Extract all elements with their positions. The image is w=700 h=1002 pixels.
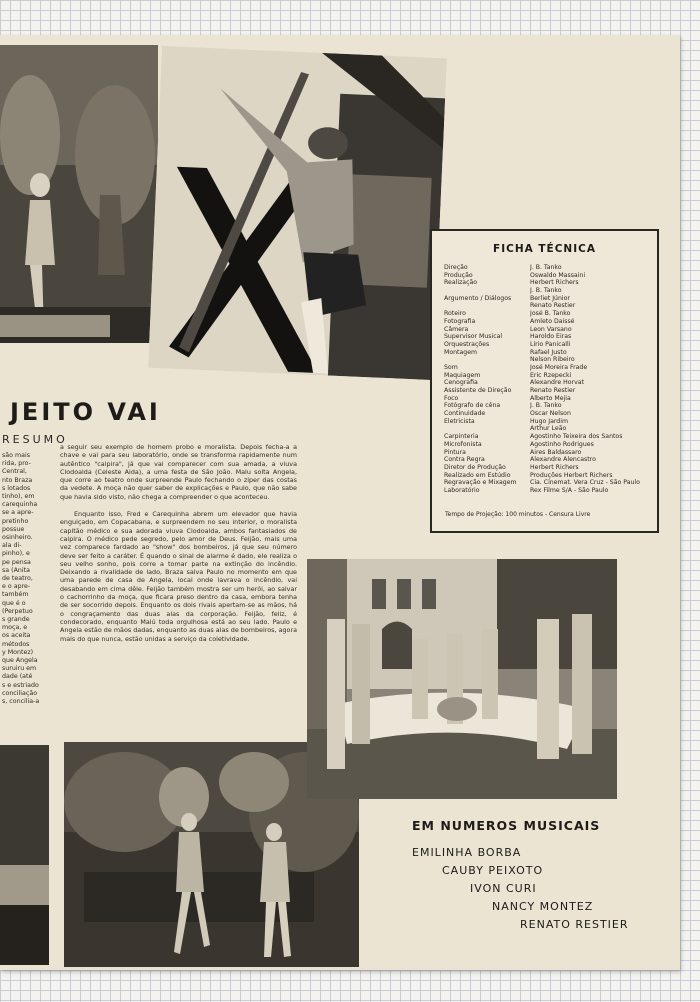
ficha-name: Cia. Cinemat. Vera Cruz - São Paulo	[530, 479, 640, 487]
ficha-role	[444, 287, 530, 295]
ficha-role: Carpinteria	[444, 433, 479, 441]
ficha-name: Oswaldo Massaini	[530, 271, 586, 279]
ficha-row	[444, 464, 654, 472]
ficha-role: Supervisor Musical	[444, 333, 503, 341]
ficha-role	[444, 425, 530, 433]
artist-name: EMILINHA BORBA	[412, 846, 522, 859]
ficha-role: Montagem	[444, 348, 478, 356]
ficha-row	[444, 433, 654, 441]
ficha-role: Roteiro	[444, 310, 466, 318]
ficha-name: Aires Baldassaro	[530, 448, 582, 456]
ficha-row	[444, 387, 654, 395]
ficha-role: Regravação e Mixagem	[444, 479, 517, 487]
ficha-row	[444, 349, 654, 357]
ficha-name: Berliet Júnior	[530, 294, 570, 302]
ficha-role: Cenografia	[444, 379, 478, 387]
ficha-role: Orquestrações	[444, 340, 490, 348]
ficha-name: Nelson Ribeiro	[530, 356, 575, 364]
ficha-rows	[444, 264, 654, 495]
ficha-name: Oscar Nelson	[530, 410, 571, 418]
ficha-row	[444, 272, 654, 280]
ficha-row	[444, 395, 654, 403]
ficha-name: J. B. Tanko	[530, 287, 562, 295]
ficha-row	[444, 372, 654, 380]
ficha-role: Realizado em Estúdio	[444, 471, 511, 479]
ficha-role: Foco	[444, 394, 459, 402]
ficha-row	[444, 287, 654, 295]
ficha-name: Lírio Panicalli	[530, 340, 571, 348]
ficha-name: Rafael Justo	[530, 348, 567, 356]
section-subtitle: RESUMO	[2, 433, 68, 446]
ficha-name: Agostinho Rodrigues	[530, 440, 594, 448]
ficha-role: Continuidade	[444, 410, 486, 418]
ficha-row	[444, 356, 654, 364]
firemen-group-photo	[307, 559, 617, 799]
ficha-name: Renato Restier	[530, 387, 576, 394]
ficha-row	[444, 402, 654, 410]
ficha-role	[444, 302, 530, 310]
musicais-title: EM NUMEROS MUSICAIS	[412, 818, 601, 833]
artist-name: RENATO RESTIER	[520, 918, 629, 931]
ficha-row	[444, 318, 654, 326]
ficha-name: Arthur Leão	[530, 425, 567, 433]
ficha-title: FICHA TÉCNICA	[493, 243, 596, 255]
ficha-name: Rex Filme S/A - São Paulo	[530, 486, 609, 494]
ficha-role: Maquiagem	[444, 371, 481, 379]
ficha-row	[444, 341, 654, 349]
ficha-name: Alexandre Alencastro	[530, 456, 596, 464]
ficha-row	[444, 479, 654, 487]
resumo-paragraph: a seguir seu exemplo de homem probo e moralista. Depois fecha-a a chave e vai para seu laboratório, onde se transforma rapidamente num autêntico "caipira", já que vai comparecer com sua amada, a viuva Clodoalda (Celeste Aida), a uma festa de São João. Malu solta Angela, que corre ao teatro onde surpreende Paulo fechando o ziper das costas da vedete. A moça não quer saber de explicações e Paulo, que não sabe que havia sido visto, não chega a compreender o que aconteceu.	[60, 443, 297, 501]
ficha-name: Hugo Jardim	[530, 417, 568, 425]
dancers-photo	[0, 45, 158, 343]
ficha-name: Produções Herbert Richers	[530, 471, 613, 479]
ficha-row	[444, 410, 654, 418]
ficha-name: J. B. Tanko	[530, 264, 562, 271]
ficha-role: Argumento / Diálogos	[444, 294, 512, 302]
resumo-paragraph: Enquanto isso, Fred e Carequinha abrem um elevador que havia enguiçado, em Copacabana, e surpreendem no seu interior, o moralista capitão médico e sua adorada viuva Clodoalda, ambos fantasiados de caipira. O médico pede segredo, pelo amor de Deus. Feijão, mais uma vez comparece fardado ao "show" dos bombeiros, já que seu número deve ser feito a caráter. É quando o sinal de alarme é dado, ele realiza o seu velho sonho, pois corre a tomar parte na extinção do incêndio. Deixando a rivalidade de lado, Braza salva Paulo no momento em que uma parede de casa de Angela, local onde lavrava o incêndio, vai desabando em cima dêle. Feijão também mostra ser um herói, ao salvar o cachorrinho da moça, que ficara preso dentro da casa, embora tenha de ser socorrido depois. Enquanto os dois rivais apertam-se as mãos, há o congraçamento das duas alas da corporação. Feijão, feliz, é condecorado, enquanto Malú toda orgulhosa está ao seu lado. Paulo e Angela estão de mãos dadas, enquanto as duas alas de bombeiros, agora mais do que nunca, estão unidas a serviço da coletividade.	[60, 510, 297, 643]
left-edge-photo	[0, 745, 49, 965]
ficha-name: José Moreira Frade	[530, 363, 588, 371]
ficha-role	[444, 356, 530, 364]
ficha-row	[444, 425, 654, 433]
ficha-row	[444, 279, 654, 287]
ficha-name: Agostinho Teixeira dos Santos	[530, 433, 623, 441]
ficha-role: Produção	[444, 271, 473, 279]
resumo-text	[60, 443, 297, 715]
ficha-row	[444, 364, 654, 372]
ficha-role: Assistente de Direção	[444, 387, 512, 394]
ficha-role: Direção	[444, 264, 468, 271]
ficha-row	[444, 487, 654, 495]
ficha-row	[444, 333, 654, 341]
ficha-role: Microfonista	[444, 440, 482, 448]
ficha-role: Câmera	[444, 325, 469, 333]
ficha-role: Som	[444, 363, 458, 371]
ficha-role: Fotógrafo de cêna	[444, 402, 501, 410]
ficha-name: Amleto Daissé	[530, 317, 575, 325]
ficha-row	[444, 472, 654, 480]
ficha-row	[444, 295, 654, 303]
ficha-row	[444, 449, 654, 457]
page-title: JEITO VAI	[10, 398, 161, 426]
artist-name: NANCY MONTEZ	[492, 900, 594, 913]
ficha-row	[444, 379, 654, 387]
ficha-name: Alexandre Horvat	[530, 379, 584, 387]
ficha-name: Renato Restier	[530, 302, 576, 310]
ficha-tecnica-box	[430, 229, 659, 533]
ficha-name: J. B. Tanko	[530, 402, 562, 410]
ficha-role: Fotografia	[444, 317, 476, 325]
ficha-row	[444, 302, 654, 310]
ficha-role: Eletricista	[444, 417, 475, 425]
ficha-row	[444, 310, 654, 318]
artist-name: IVON CURI	[470, 882, 537, 895]
ficha-footer: Tempo de Projeção: 100 minutos - Censura Livre	[445, 511, 591, 518]
ficha-row	[444, 441, 654, 449]
ficha-name: Alberto Mejia	[530, 394, 571, 402]
ficha-name: Herbert Richers	[530, 279, 579, 287]
firefighter-photo	[148, 46, 447, 380]
ficha-name: José B. Tanko	[530, 310, 571, 318]
ficha-row	[444, 264, 654, 272]
ficha-name: Haroldo Eiras	[530, 333, 572, 341]
ficha-name: Leon Varsano	[530, 325, 572, 333]
left-column-fragments: são mais rida, pro- Central, nto Braza s lotados tinho), em carequinha se a apre- pretinho possue osinheiro. ala di- pinho), e pe pensa sa (Anita de teatro, e o apre- também que é o (Perpetuo s grande moça, e os aceita métodos y Montez) que Angela suruiru em dade (até s e estriado conciliação s, concilia-a	[2, 452, 40, 706]
ficha-name: Herbert Richers	[530, 463, 579, 471]
ficha-role: Laboratório	[444, 486, 480, 494]
ficha-role: Contra Regra	[444, 456, 485, 464]
ficha-name: Eric Rzepecki	[530, 371, 572, 379]
ficha-role: Pintura	[444, 448, 466, 456]
ficha-role: Diretor de Produção	[444, 463, 506, 471]
ficha-role: Realização	[444, 279, 478, 287]
ficha-row	[444, 326, 654, 334]
ficha-row	[444, 456, 654, 464]
ficha-row	[444, 418, 654, 426]
artist-name: CAUBY PEIXOTO	[442, 864, 544, 877]
